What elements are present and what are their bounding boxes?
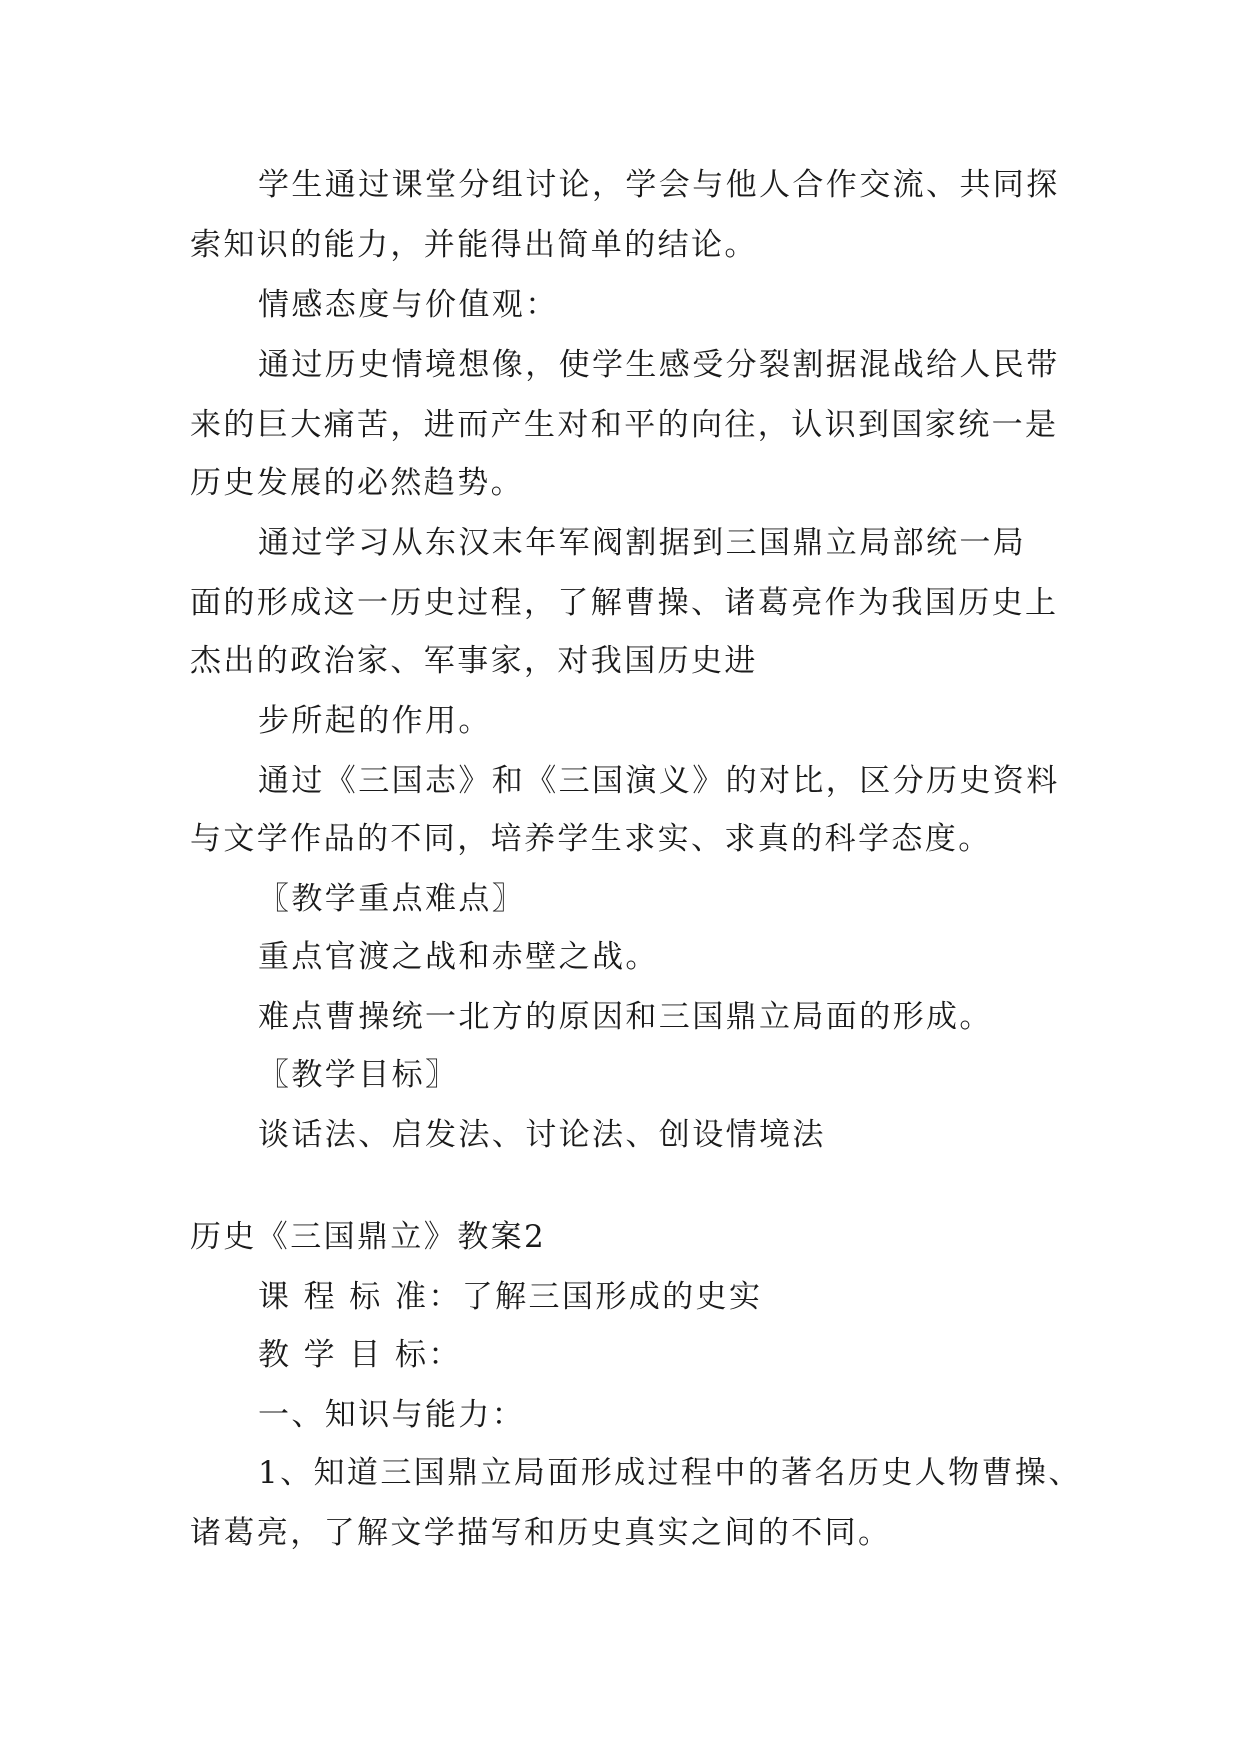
text-line: 诸葛亮，了解文学描写和历史真实之间的不同。 bbox=[190, 1515, 892, 1551]
text-line: 1、知道三国鼎立局面形成过程中的著名历史人物曹操、 bbox=[258, 1455, 1082, 1491]
text-line: 杰出的政治家、军事家，对我国历史进 bbox=[190, 643, 758, 679]
text-line: 面的形成这一历史过程，了解曹操、诸葛亮作为我国历史上 bbox=[190, 585, 1059, 621]
text-line: 教 学 目 标： bbox=[258, 1337, 462, 1373]
text-line: 课 程 标 准：了解三国形成的史实 bbox=[258, 1279, 763, 1315]
text-line: 难点曹操统一北方的原因和三国鼎立局面的形成。 bbox=[258, 999, 993, 1035]
text-line: 索知识的能力，并能得出简单的结论。 bbox=[190, 227, 758, 263]
document-title: 历史《三国鼎立》教案2 bbox=[190, 1219, 547, 1255]
text-line: 通过《三国志》和《三国演义》的对比，区分历史资料 bbox=[258, 763, 1060, 799]
text-line: 通过学习从东汉末年军阀割据到三国鼎立局部统一局 bbox=[258, 525, 1027, 561]
section-heading: 〖教学重点难点〗 bbox=[258, 881, 526, 917]
text-line: 通过历史情境想像，使学生感受分裂割据混战给人民带 bbox=[258, 347, 1060, 383]
text-line: 重点官渡之战和赤壁之战。 bbox=[258, 939, 659, 975]
text-line: 谈话法、启发法、讨论法、创设情境法 bbox=[258, 1117, 826, 1153]
text-line: 情感态度与价值观： bbox=[258, 287, 559, 323]
text-line: 一、知识与能力： bbox=[258, 1397, 526, 1433]
text-line: 步所起的作用。 bbox=[258, 703, 492, 739]
text-line: 学生通过课堂分组讨论，学会与他人合作交流、共同探 bbox=[258, 167, 1060, 203]
section-heading: 〖教学目标〗 bbox=[258, 1057, 459, 1093]
text-line: 来的巨大痛苦，进而产生对和平的向往，认识到国家统一是 bbox=[190, 407, 1059, 443]
text-line: 与文学作品的不同，培养学生求实、求真的科学态度。 bbox=[190, 821, 992, 857]
text-line: 历史发展的必然趋势。 bbox=[190, 465, 524, 501]
